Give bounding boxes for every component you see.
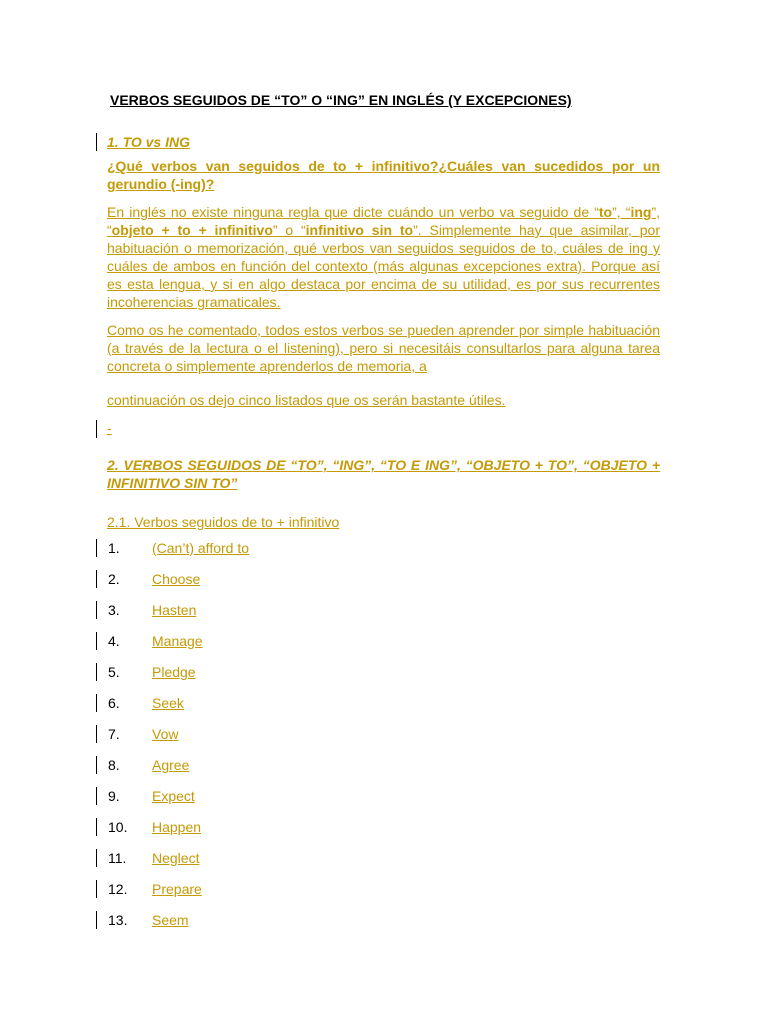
list-item-number: 10.: [108, 819, 128, 835]
habituation-paragraph-end: continuación os dejo cinco listados que os serán bastante útiles.: [107, 392, 506, 408]
document-title: VERBOS SEGUIDOS DE “TO” O “ING” EN INGLÉS (Y EXCEPCIONES): [110, 92, 572, 108]
list-item-verb: Prepare: [152, 881, 202, 897]
change-bar: [96, 601, 97, 619]
list-item-number: 2.: [108, 571, 120, 587]
change-bar: [96, 911, 97, 929]
list-item-number: 1.: [108, 540, 120, 556]
list-item: [0, 569, 400, 589]
change-bar: [96, 818, 97, 836]
change-bar: [96, 539, 97, 557]
para-bold-ing: ing: [630, 204, 652, 220]
list-item-number: 6.: [108, 695, 120, 711]
change-bar: [96, 570, 97, 588]
list-item: [0, 786, 400, 806]
list-item: [0, 879, 400, 899]
list-item-number: 11.: [108, 850, 127, 866]
list-item-number: 7.: [108, 726, 120, 742]
list-item-number: 8.: [108, 757, 120, 773]
list-item-verb: Choose: [152, 571, 201, 587]
para-text: En inglés no existe ninguna regla que dicte cuándo un verbo va seguido de “: [107, 204, 599, 220]
list-item-verb: Expect: [152, 788, 195, 804]
change-bar: [96, 694, 97, 712]
change-bar: [96, 725, 97, 743]
list-item-number: 3.: [108, 602, 120, 618]
list-item-verb: Seek: [152, 695, 184, 711]
list-item-number: 4.: [108, 633, 120, 649]
list-item-verb: Seem: [152, 912, 189, 928]
list-item: [0, 662, 400, 682]
list-item: [0, 538, 400, 558]
list-item-verb: Manage: [152, 633, 203, 649]
list-item: [0, 600, 400, 620]
list-item-verb: (Can’t) afford to: [152, 540, 250, 556]
list-item: [0, 631, 400, 651]
para-text: ”, “: [107, 204, 660, 238]
habituation-paragraph: Como os he comentado, todos estos verbos se pueden aprender por simple habituación (a través de la lectura o el listening), pero si necesitáis consultarlos para alguna tarea concreta o simplemente aprenderlos de memoria, a: [107, 322, 660, 374]
subsection-heading: 2.1. Verbos seguidos de to + infinitivo: [107, 514, 340, 530]
list-item-verb: Pledge: [152, 664, 196, 680]
dash-line: -: [107, 420, 112, 436]
para-bold-infinitivo: infinitivo sin to: [305, 222, 414, 238]
para-bold-objeto: objeto + to + infinitivo: [111, 222, 273, 238]
list-item: [0, 817, 400, 837]
para-bold-to: to: [598, 204, 613, 220]
list-item: [0, 910, 400, 930]
list-item: [0, 848, 400, 868]
para-text: ” o “: [272, 222, 306, 238]
change-bar: [96, 756, 97, 774]
para-text: ”, “: [612, 204, 631, 220]
change-bar: [96, 420, 97, 438]
list-item-verb: Agree: [152, 757, 190, 773]
list-item-verb: Vow: [152, 726, 179, 742]
section-1-heading: 1. TO vs ING: [107, 134, 190, 150]
list-item-verb: Hasten: [152, 602, 197, 618]
list-item-number: 13.: [108, 912, 128, 928]
list-item-verb: Neglect: [152, 850, 200, 866]
list-item: [0, 755, 400, 775]
para-text: ”. Simplemente hay que asimilar, por habituación o memorización, qué verbos van seguidos seguidos de to, cuáles de ing y cuáles de ambos en función del contexto (más algunas excepciones extra). Porque así es esta lengua, y si en algo destaca por encima de su utilidad, es por sus recurrentes incoherencias gramaticales.: [107, 222, 661, 310]
list-item-verb: Happen: [152, 819, 202, 835]
change-bar: [96, 849, 97, 867]
change-bar: [96, 787, 97, 805]
section-2-heading: 2. VERBOS SEGUIDOS DE “TO”, “ING”, “TO E ING”, “OBJETO + TO”, “OBJETO + INFINITIVO SIN TO”: [107, 457, 660, 491]
change-bar: [96, 133, 97, 151]
change-bar: [96, 880, 97, 898]
change-bar: [96, 663, 97, 681]
list-item: [0, 693, 400, 713]
list-item-number: 5.: [108, 664, 120, 680]
list-item: [0, 724, 400, 744]
list-item-number: 9.: [108, 788, 120, 804]
change-bar: [96, 632, 97, 650]
intro-paragraph: [107, 203, 660, 311]
list-item-number: 12.: [108, 881, 128, 897]
question-paragraph: ¿Qué verbos van seguidos de to + infinitivo?¿Cuáles van sucedidos por un gerundio (-ing)?: [107, 158, 660, 192]
